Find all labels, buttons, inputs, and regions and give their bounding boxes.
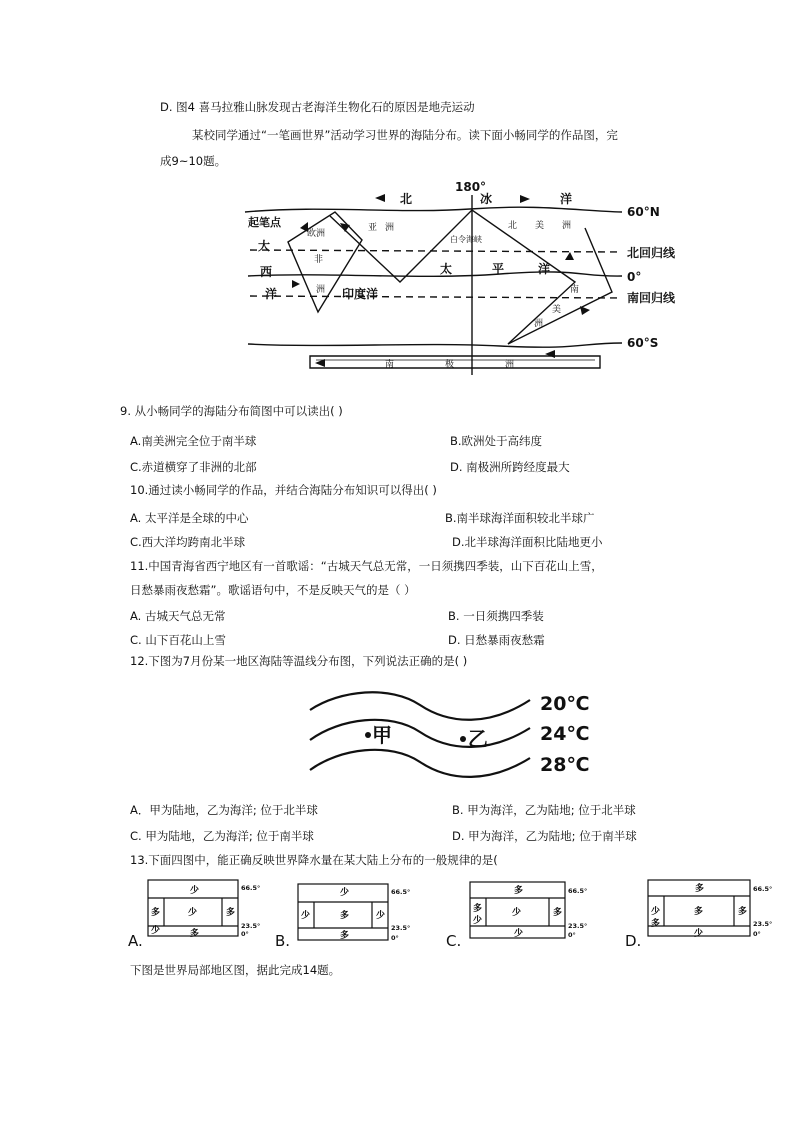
a-left: 多 xyxy=(151,908,161,918)
q9-stem: 9. 从小畅同学的海陆分布简图中可以读出( ) xyxy=(120,404,343,418)
b-lat-235: 23.5° xyxy=(391,924,411,932)
q11-stem-line-2: 日愁暴雨夜愁霜”。歌谣语句中，不是反映天气的是（ ） xyxy=(130,583,416,597)
lat-60n-label: 60°N xyxy=(627,205,660,219)
africa-char-2: 洲 xyxy=(316,285,326,295)
atlantic-char-3: 洋 xyxy=(265,287,278,301)
precipitation-diagrams xyxy=(0,872,794,952)
north-america-char-1: 北 xyxy=(508,221,518,231)
d-lat-235: 23.5° xyxy=(753,920,773,928)
q9-option-c: C.赤道横穿了非洲的北部 xyxy=(130,460,257,474)
c-center: 少 xyxy=(512,908,522,918)
intro-line-2: 成9~10题。 xyxy=(160,154,227,168)
q9-option-d: D. 南极洲所跨经度最大 xyxy=(450,460,570,474)
north-america-char-2: 美 xyxy=(535,221,545,231)
c-top: 多 xyxy=(514,886,524,896)
q10-option-c: C.西大洋均跨南北半球 xyxy=(130,535,246,549)
q12-option-a: A．甲为陆地，乙为海洋; 位于北半球 xyxy=(130,803,318,817)
a-center: 少 xyxy=(188,908,198,918)
option-d-line: D. 图4 喜马拉雅山脉发现古老海洋生物化石的原因是地壳运动 xyxy=(160,100,475,114)
q11-option-d: D. 日愁暴雨夜愁霜 xyxy=(448,633,545,647)
pacific-char-3: 洋 xyxy=(538,262,551,276)
a-corner: 少 xyxy=(151,926,161,936)
lat-60s-label: 60°S xyxy=(627,336,659,350)
q11-option-c: C. 山下百花山上雪 xyxy=(130,633,226,647)
tropic-cancer-label: 北回归线 xyxy=(627,246,676,260)
south-america-char-2: 美 xyxy=(552,305,562,315)
asia-char-2: 洲 xyxy=(385,223,395,233)
q10-option-b: B.南半球海洋面积较北半球广 xyxy=(445,511,595,525)
lon-180-label: 180° xyxy=(455,180,487,194)
c-corner: 少 xyxy=(473,916,483,926)
c-bottom: 少 xyxy=(514,929,524,939)
tropic-capricorn-label: 南回归线 xyxy=(627,291,676,305)
antarctica-char-2: 极 xyxy=(445,360,455,370)
q12-stem: 12.下图为7月份某一地区海陆等温线分布图，下列说法正确的是( ) xyxy=(130,654,468,668)
option-letter-c: C. xyxy=(446,932,462,950)
q11-option-b: B. 一日须携四季装 xyxy=(448,609,544,623)
isotherm-28-label: 28℃ xyxy=(540,754,590,776)
yi-label: 乙 xyxy=(468,727,488,751)
world-sketch-map xyxy=(0,175,794,385)
option-letter-b: B. xyxy=(275,932,291,950)
asia-char-1: 亚 xyxy=(368,223,378,233)
bering-strait-label: 白令海峡 xyxy=(450,235,482,244)
b-center: 多 xyxy=(340,911,350,921)
footer-note: 下图是世界局部地区图，据此完成14题。 xyxy=(130,963,341,977)
a-lat-665: 66.5° xyxy=(241,884,261,892)
q12-option-c: C. 甲为陆地，乙为海洋; 位于南半球 xyxy=(130,829,314,843)
south-america-char-1: 南 xyxy=(570,285,580,295)
atlantic-char-1: 大 xyxy=(258,239,271,253)
q10-option-a: A. 太平洋是全球的中心 xyxy=(130,511,249,525)
antarctica-char-3: 洲 xyxy=(505,360,515,370)
b-lat-665: 66.5° xyxy=(391,888,411,896)
q13-stem: 13.下面四图中，能正确反映世界降水量在某大陆上分布的一般规律的是( xyxy=(130,853,498,867)
q11-option-a: A. 古城天气总无常 xyxy=(130,609,226,623)
b-right: 少 xyxy=(376,911,386,921)
atlantic-char-2: 西 xyxy=(260,265,273,279)
d-corner: 多 xyxy=(651,919,661,929)
q12-option-d: D. 甲为海洋，乙为陆地; 位于南半球 xyxy=(452,829,637,843)
c-lat-0: 0° xyxy=(568,931,576,939)
option-letter-a: A. xyxy=(128,932,143,950)
indian-ocean-label: 印度洋 xyxy=(342,287,379,301)
option-letter-d: D. xyxy=(625,932,642,950)
q10-option-d: D.北半球海洋面积比陆地更小 xyxy=(452,535,603,549)
q10-stem: 10.通过读小畅同学的作品，并结合海陆分布知识可以得出( ) xyxy=(130,483,437,497)
arctic-char-1: 北 xyxy=(400,192,413,206)
c-left: 多 xyxy=(473,904,483,914)
d-lat-665: 66.5° xyxy=(753,885,773,893)
d-lat-0: 0° xyxy=(753,930,761,938)
d-right: 多 xyxy=(738,907,748,917)
equator-label: 0° xyxy=(627,270,642,284)
pacific-char-2: 平 xyxy=(492,262,505,276)
d-center: 多 xyxy=(694,907,704,917)
antarctica-char-1: 南 xyxy=(385,360,395,370)
africa-char-1: 非 xyxy=(314,255,324,265)
b-left: 少 xyxy=(301,911,311,921)
a-top: 少 xyxy=(190,886,200,896)
arctic-char-3: 洋 xyxy=(560,192,573,206)
a-right: 多 xyxy=(226,908,236,918)
isotherm-24-label: 24℃ xyxy=(540,723,590,745)
isotherm-diagram xyxy=(0,680,794,790)
q9-option-b: B.欧洲处于高纬度 xyxy=(450,434,543,448)
south-america-char-3: 洲 xyxy=(534,319,544,329)
q12-option-b: B. 甲为海洋，乙为陆地; 位于北半球 xyxy=(452,803,636,817)
isotherm-20-label: 20℃ xyxy=(540,693,590,715)
c-lat-235: 23.5° xyxy=(568,922,588,930)
pacific-char-1: 太 xyxy=(440,262,453,276)
b-lat-0: 0° xyxy=(391,934,399,942)
jia-label: 甲 xyxy=(372,723,392,747)
start-point-label: 起笔点 xyxy=(248,216,281,229)
a-lat-235: 23.5° xyxy=(241,922,261,930)
b-top: 少 xyxy=(340,888,350,898)
d-bottom: 少 xyxy=(694,929,704,939)
north-america-char-3: 洲 xyxy=(562,221,572,231)
a-lat-0: 0° xyxy=(241,930,249,938)
c-right: 多 xyxy=(553,908,563,918)
d-left: 少 xyxy=(651,907,661,917)
a-bottom: 多 xyxy=(190,929,200,939)
d-top: 多 xyxy=(695,884,705,894)
q9-option-a: A.南美洲完全位于南半球 xyxy=(130,434,257,448)
europe-label: 欧洲 xyxy=(307,229,326,239)
b-bottom: 多 xyxy=(340,931,350,941)
intro-line-1: 某校同学通过“一笔画世界”活动学习世界的海陆分布。读下面小畅同学的作品图，完 xyxy=(192,128,618,142)
arctic-char-2: 冰 xyxy=(480,192,493,206)
c-lat-665: 66.5° xyxy=(568,887,588,895)
q11-stem-line-1: 11.中国青海省西宁地区有一首歌谣：“古城天气总无常，一日须携四季装，山下百花山上雪， xyxy=(130,559,603,573)
